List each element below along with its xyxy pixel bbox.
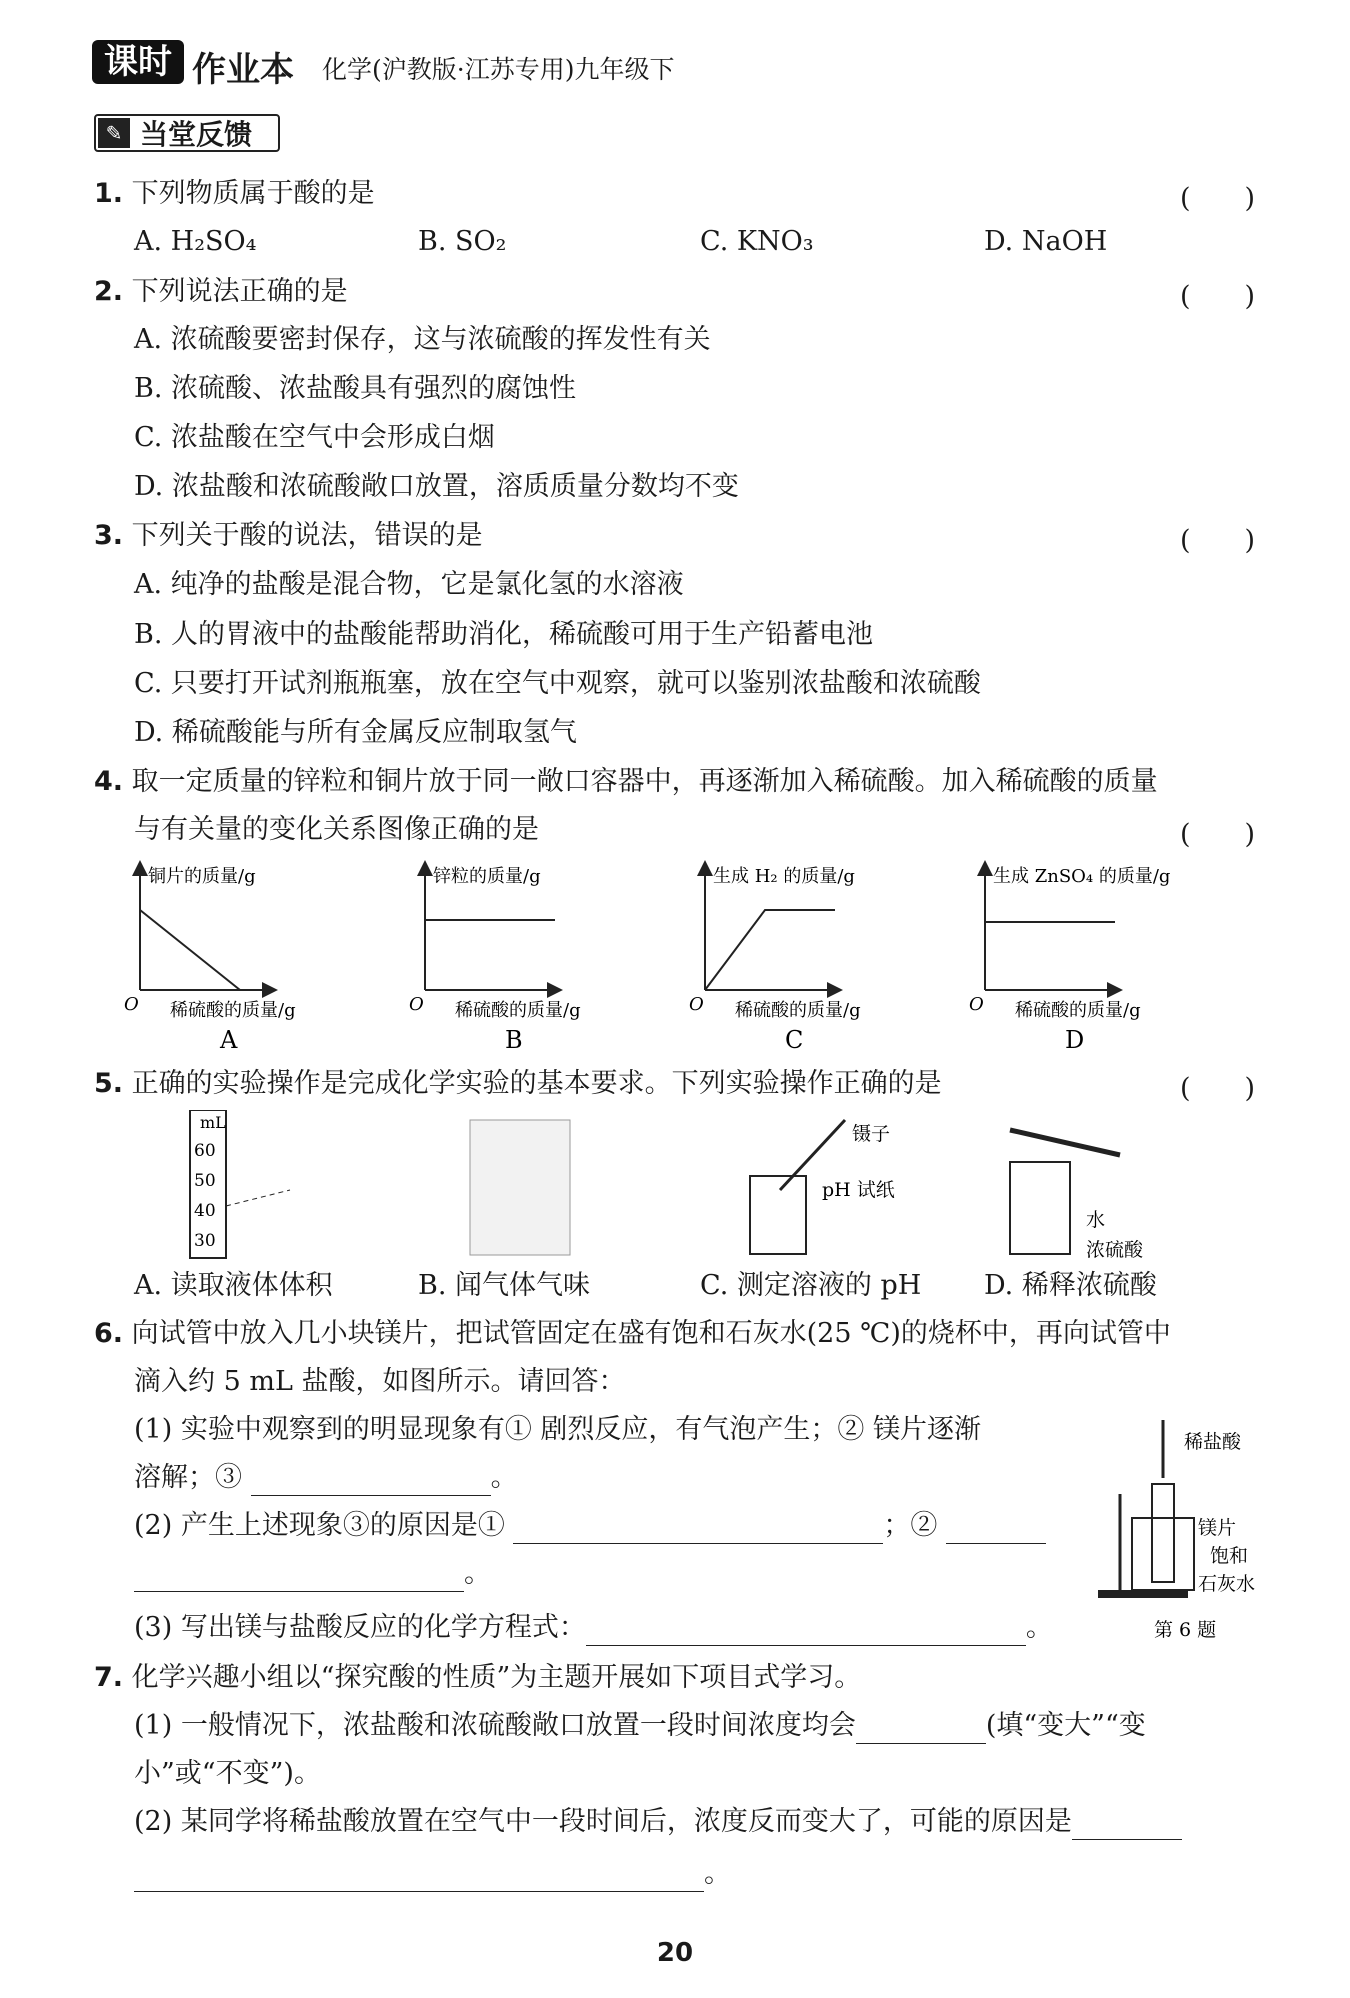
q1-opt-a: A. H₂SO₄ — [134, 226, 257, 257]
q2-opt-d: D. 浓盐酸和浓硫酸敞口放置，溶质质量分数均不变 — [134, 471, 739, 502]
q7-sub1c: 小”或“不变”)。 — [134, 1758, 321, 1789]
svg-text:mL: mL — [200, 1113, 226, 1132]
svg-text:石灰水: 石灰水 — [1198, 1573, 1256, 1595]
dilute-figure — [1010, 1130, 1144, 1261]
q5-opt-d: D. 稀释浓硫酸 — [984, 1270, 1157, 1301]
q5-paren: ( ) — [1180, 1073, 1256, 1104]
q3-paren: ( ) — [1180, 525, 1256, 556]
svg-text:稀硫酸的质量/g: 稀硫酸的质量/g — [735, 1000, 861, 1021]
svg-text:第 6 题: 第 6 题 — [1154, 1619, 1217, 1641]
graph-b — [409, 866, 581, 1054]
svg-text:稀盐酸: 稀盐酸 — [1184, 1431, 1242, 1453]
svg-text:pH 试纸: pH 试纸 — [822, 1179, 895, 1201]
q5: 5. 正确的实验操作是完成化学实验的基本要求。下列实验操作正确的是 — [94, 1068, 942, 1099]
q6-sub2b: 。 — [134, 1556, 491, 1592]
svg-text:O: O — [124, 994, 139, 1015]
q1-opt-b: B. SO₂ — [418, 226, 507, 257]
svg-text:C: C — [785, 1026, 804, 1054]
q4-line1: 4. 取一定质量的锌粒和铜片放于同一敞口容器中，再逐渐加入稀硫酸。加入稀硫酸的质量 — [94, 766, 1158, 797]
q1: 1. 下列物质属于酸的是 — [94, 178, 375, 209]
q6-figure — [1098, 1410, 1288, 1642]
svg-text:镁片: 镁片 — [1198, 1517, 1237, 1539]
q2-opt-b: B. 浓硫酸、浓盐酸具有强烈的腐蚀性 — [134, 373, 577, 404]
svg-text:O: O — [689, 994, 704, 1015]
q3: 3. 下列关于酸的说法，错误的是 — [94, 520, 483, 551]
q1-opt-d: D. NaOH — [984, 226, 1108, 257]
svg-text:B: B — [505, 1026, 523, 1054]
answer-blank[interactable] — [586, 1619, 1026, 1646]
q7-sub1a: (1) 一般情况下，浓盐酸和浓硫酸敞口放置一段时间浓度均会 (填“变大”“变 — [134, 1708, 1146, 1744]
q5-figures — [130, 1110, 1190, 1270]
svg-text:铜片的质量/g: 铜片的质量/g — [148, 866, 256, 887]
svg-text:浓硫酸: 浓硫酸 — [1086, 1239, 1144, 1261]
svg-text:锌粒的质量/g: 锌粒的质量/g — [433, 866, 541, 887]
svg-text:稀硫酸的质量/g: 稀硫酸的质量/g — [1015, 1000, 1141, 1021]
svg-text:生成 H₂ 的质量/g: 生成 H₂ 的质量/g — [713, 866, 855, 887]
q6-sub3: (3) 写出镁与盐酸反应的化学方程式： 。 — [134, 1610, 1053, 1646]
q5-opt-b: B. 闻气体气味 — [418, 1270, 591, 1301]
header-subject: 化学(沪教版·江苏专用)九年级下 — [322, 55, 675, 84]
svg-text:A: A — [220, 1026, 238, 1054]
section-title: 当堂反馈 — [94, 114, 280, 152]
q4-line2: 与有关量的变化关系图像正确的是 — [134, 814, 539, 845]
answer-blank[interactable] — [134, 1565, 464, 1592]
q5-opt-a: A. 读取液体体积 — [134, 1270, 333, 1301]
svg-text:50: 50 — [194, 1171, 216, 1191]
q6-sub2a: (2) 产生上述现象③的原因是① ；② — [134, 1508, 1046, 1544]
svg-text:D: D — [1065, 1026, 1085, 1054]
q2-opt-a: A. 浓硫酸要密封保存，这与浓硫酸的挥发性有关 — [134, 324, 711, 355]
graph-c — [689, 866, 861, 1054]
svg-text:30: 30 — [194, 1231, 216, 1251]
q6-line1: 6. 向试管中放入几小块镁片，把试管固定在盛有饱和石灰水(25 ℃)的烧杯中，再向试管中 — [94, 1318, 1171, 1349]
cylinder-figure — [190, 1110, 290, 1258]
answer-blank[interactable] — [134, 1865, 704, 1892]
header-book: 作业本 — [192, 50, 294, 90]
svg-text:镊子: 镊子 — [852, 1123, 891, 1145]
answer-blank[interactable] — [1072, 1813, 1182, 1840]
q1-paren: ( ) — [1180, 183, 1256, 214]
q3-opt-a: A. 纯净的盐酸是混合物，它是氯化氢的水溶液 — [134, 569, 684, 600]
q6-line2: 滴入约 5 mL 盐酸，如图所示。请回答： — [134, 1366, 626, 1397]
pencil-icon: ✎ — [98, 118, 130, 148]
graph-a — [124, 866, 296, 1054]
svg-text:饱和: 饱和 — [1210, 1545, 1249, 1567]
graph-d — [969, 866, 1170, 1054]
q6-sub1b: 溶解；③ 。 — [134, 1460, 518, 1496]
q7-sub2b: 。 — [134, 1856, 731, 1892]
svg-text:稀硫酸的质量/g: 稀硫酸的质量/g — [455, 1000, 581, 1021]
svg-text:O: O — [409, 994, 424, 1015]
svg-text:水: 水 — [1086, 1209, 1106, 1231]
svg-text:稀硫酸的质量/g: 稀硫酸的质量/g — [170, 1000, 296, 1021]
answer-blank[interactable] — [946, 1517, 1046, 1544]
svg-text:生成 ZnSO₄ 的质量/g: 生成 ZnSO₄ 的质量/g — [993, 866, 1171, 887]
ph-figure — [750, 1120, 895, 1254]
q2-paren: ( ) — [1180, 281, 1256, 312]
q2: 2. 下列说法正确的是 — [94, 276, 348, 307]
q1-opt-c: C. KNO₃ — [700, 226, 814, 257]
svg-text:60: 60 — [194, 1141, 216, 1161]
svg-text:40: 40 — [194, 1201, 216, 1221]
q4-paren: ( ) — [1180, 819, 1256, 850]
q7-sub2a: (2) 某同学将稀盐酸放置在空气中一段时间后，浓度反而变大了，可能的原因是 — [134, 1804, 1182, 1840]
q2-opt-c: C. 浓盐酸在空气中会形成白烟 — [134, 422, 495, 453]
header-logo: 课时 — [92, 40, 184, 84]
q3-opt-b: B. 人的胃液中的盐酸能帮助消化，稀硫酸可用于生产铅蓄电池 — [134, 619, 874, 650]
answer-blank[interactable] — [251, 1469, 491, 1496]
svg-text:O: O — [969, 994, 984, 1015]
q5-opt-c: C. 测定溶液的 pH — [700, 1270, 922, 1301]
answer-blank[interactable] — [856, 1717, 986, 1744]
q4-graphs — [120, 860, 1220, 1060]
boy-figure — [470, 1120, 570, 1255]
q3-opt-d: D. 稀硫酸能与所有金属反应制取氢气 — [134, 717, 577, 748]
q6-sub1a: (1) 实验中观察到的明显现象有① 剧烈反应，有气泡产生；② 镁片逐渐 — [134, 1414, 981, 1445]
answer-blank[interactable] — [513, 1517, 883, 1544]
q3-opt-c: C. 只要打开试剂瓶瓶塞，放在空气中观察，就可以鉴别浓盐酸和浓硫酸 — [134, 668, 981, 699]
page-number: 20 — [656, 1938, 694, 1968]
q7: 7. 化学兴趣小组以“探究酸的性质”为主题开展如下项目式学习。 — [94, 1662, 862, 1693]
